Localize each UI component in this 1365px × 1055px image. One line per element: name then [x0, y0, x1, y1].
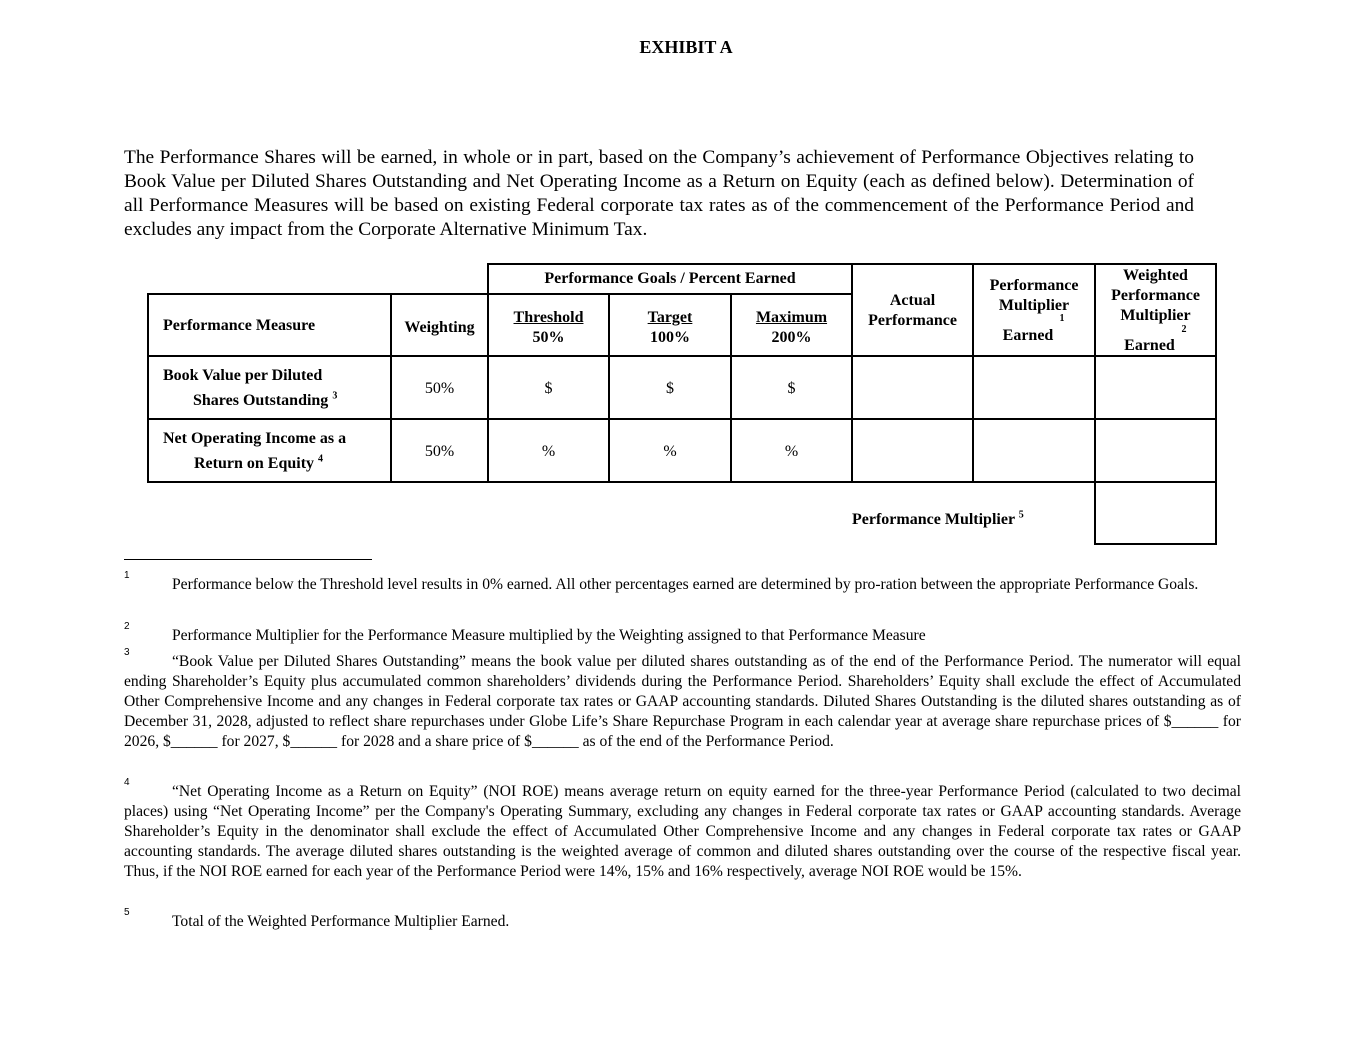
target-pct: 100%	[650, 329, 690, 346]
footnote-2-number: 2	[124, 621, 130, 632]
performance-measure-header: Performance Measure	[163, 317, 316, 334]
performance-goals-header: Performance Goals / Percent Earned	[544, 270, 796, 287]
footnote-1-number: 1	[124, 570, 130, 581]
wpm-header-l2: Performance	[1111, 287, 1200, 304]
row2-measure-l2: Return on Equity $^4$	[194, 453, 324, 472]
row1-maximum: $	[787, 380, 796, 397]
footnote-5-number: 5	[124, 907, 130, 918]
row1-threshold: $	[544, 380, 553, 397]
row2-maximum: %	[784, 443, 799, 460]
footnote-4-number: 4	[124, 777, 130, 788]
row1-target: $	[666, 380, 674, 397]
threshold-pct: 50%	[532, 329, 565, 346]
actual-header-l1: Actual	[889, 292, 936, 309]
row1-weighting: 50%	[424, 380, 455, 397]
wpm-header-l1: Weighted	[1123, 267, 1188, 284]
maximum-header: Maximum	[755, 309, 828, 326]
target-header: Target	[647, 309, 693, 326]
row2-weighting: 50%	[424, 443, 455, 460]
footnote-2-text: Performance Multiplier for the Performance Measure multiplied by the Weighting assigned to that Performance Measure	[172, 627, 926, 644]
actual-header-l2: Performance	[868, 312, 957, 329]
row2-threshold: %	[541, 443, 556, 460]
row1-measure-l2: Shares Outstanding $^3$	[193, 390, 338, 409]
pm-header-sup: 1	[1059, 313, 1065, 324]
pm-header-l1: Performance	[989, 277, 1079, 294]
maximum-pct: 200%	[771, 329, 812, 346]
row2-target: %	[663, 443, 677, 460]
intro-paragraph: The Performance Shares will be earned, in whole or in part, based on the Company’s achievement of Performance Objectives relating to Book Value per Diluted Shares Outstanding and Net Operating Income as a Return on Equity (each as defined below). Determination of all Performance Measures will be based on existing Federal corporate tax rates as of the commencement of the Performance Period and excludes any impact from the Corporate Alternative Minimum Tax.	[124, 147, 1194, 240]
weighting-header: Weighting	[404, 319, 475, 336]
footnote-divider	[124, 559, 372, 560]
row1-measure-l1: Book Value per Diluted	[163, 367, 323, 384]
footnote-5-text: Total of the Weighted Performance Multiplier Earned.	[172, 913, 510, 930]
footnote-3-number: 3	[124, 647, 130, 658]
exhibit-title: EXHIBIT A	[639, 37, 733, 57]
wpm-header-sup: 2	[1181, 324, 1187, 335]
threshold-header: Threshold	[513, 309, 584, 326]
footnote-3-text: “Book Value per Diluted Shares Outstanding” means the book value per diluted shares outstanding as of the end of the Performance Period. The numerator will equal ending Shareholder’s Equity plus accumulated common shareholders’ dividends during the Performance Period. Shareholders’ Equity shall exclude the effect of Accumulated Other Comprehensive Income and any changes in Federal corporate tax rates or GAAP accounting standards. Diluted Shares Outstanding is the diluted shares outstanding as of December 31, 2028, adjusted to reflect share repurchases under Globe Life’s Share Repurchase Program in each calendar year at average share repurchase prices of $______ for 2026, $______ for 2027, $______ for 2028 and a share price of $______ as of the end of the Performance Period.	[124, 653, 1241, 750]
row2-measure-l1: Net Operating Income as a	[163, 430, 347, 447]
total-performance-multiplier-label: Performance Multiplier $^5$	[852, 509, 1024, 528]
footnote-1-text: Performance below the Threshold level results in 0% earned. All other percentages earned are determined by pro-ration between the appropriate Performance Goals.	[172, 576, 1199, 593]
pm-header-l2: Multiplier	[998, 297, 1070, 314]
footnote-4-text: “Net Operating Income as a Return on Equity” (NOI ROE) means average return on equity earned for the three-year Performance Period (calculated to two decimal places) using “Net Operating Income” per the Company's Operating Summary, excluding any changes in Federal corporate tax rates or GAAP accounting standards. Average Shareholder’s Equity in the denominator shall exclude the effect of Accumulated Other Comprehensive Income and any changes in Federal corporate tax rates or GAAP accounting standards. The average diluted shares outstanding is the weighted average of common and diluted shares outstanding over the course of the respective fiscal year. Thus, if the NOI ROE earned for each year of the Performance Period were 14%, 15% and 16% respectively, average NOI ROE would be 15%.	[124, 783, 1241, 880]
wpm-header-l3: Multiplier	[1120, 307, 1191, 324]
wpm-header-l4: Earned	[1124, 337, 1175, 354]
pm-header-l3: Earned	[1002, 327, 1054, 344]
